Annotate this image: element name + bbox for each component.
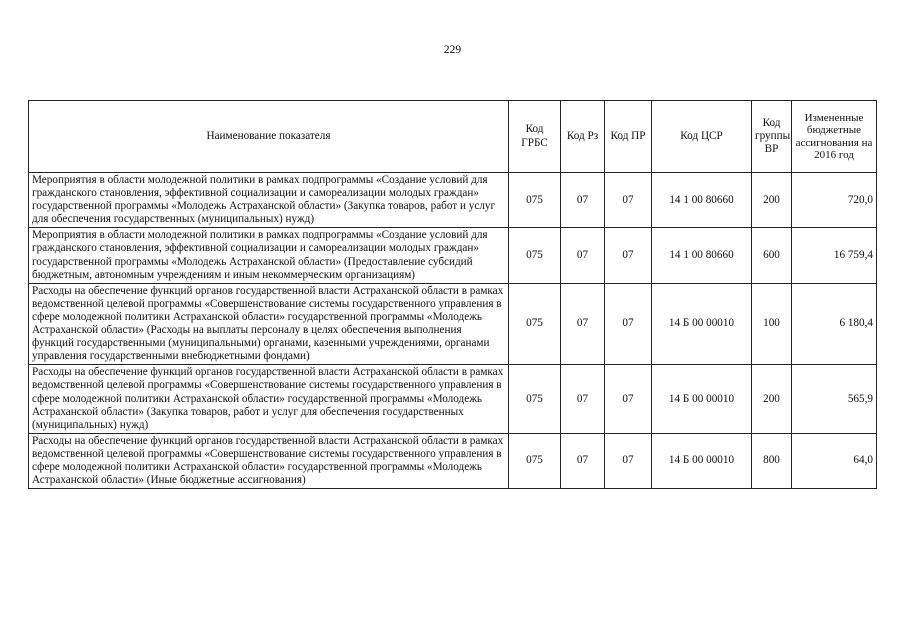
table-row <box>29 283 877 365</box>
row-vr: 800 <box>752 433 792 488</box>
table-header-row <box>29 101 877 173</box>
row-pr: 07 <box>605 365 652 433</box>
row-vr: 200 <box>752 173 792 228</box>
page-number: 229 <box>443 44 462 56</box>
header-rz: Код Рз <box>561 101 605 173</box>
table-row <box>29 173 877 228</box>
row-amount: 16 759,4 <box>792 228 877 283</box>
table-row <box>29 433 877 488</box>
row-amount: 720,0 <box>792 173 877 228</box>
row-name: Расходы на обеспечение функций органов государственной власти Астраханской области в рамках ведомственной целевой программы «Совершенствование системы государственного управления в сфере молодежной политики Астраханской области» государственной программы «Молодежь Астраханской области» (Закупка товаров, работ и услуг для обеспечения государственных (муниципальных) нужд) <box>29 365 509 433</box>
row-csr: 14 Б 00 00010 <box>652 283 752 365</box>
row-name: Расходы на обеспечение функций органов государственной власти Астраханской области в рамках ведомственной целевой программы «Совершенствование системы государственного управления в сфере молодежной политики Астраханской области» государственной программы «Молодежь Астраханской области» (Расходы на выплаты персоналу в целях обеспечения выполнения функций государственными (муниципальными) органами, казенными учреждениями, органами управления государственными внебюджетными фондами) <box>29 283 509 365</box>
row-name: Мероприятия в области молодежной политики в рамках подпрограммы «Создание условий для гражданского становления, эффективной социализации и самореализации молодых граждан» государственной программы «Молодежь Астраханской области» (Предоставление субсидий бюджетным, автономным учреждениям и иным некоммерческим организациям) <box>29 228 509 283</box>
row-grbs: 075 <box>509 173 561 228</box>
row-rz: 07 <box>561 173 605 228</box>
row-pr: 07 <box>605 228 652 283</box>
header-vr: Код группы ВР <box>752 101 792 173</box>
budget-table <box>28 100 877 489</box>
row-name: Мероприятия в области молодежной политики в рамках подпрограммы «Создание условий для гражданского становления, эффективной социализации и самореализации молодых граждан» государственной программы «Молодежь Астраханской области» (Закупка товаров, работ и услуг для обеспечения государственных (муниципальных) нужд) <box>29 173 509 228</box>
row-pr: 07 <box>605 173 652 228</box>
table-row <box>29 365 877 433</box>
row-grbs: 075 <box>509 228 561 283</box>
row-amount: 64,0 <box>792 433 877 488</box>
row-grbs: 075 <box>509 365 561 433</box>
header-amount: Измененные бюджетные ассигнования на 2016 год <box>792 101 877 173</box>
row-grbs: 075 <box>509 283 561 365</box>
row-rz: 07 <box>561 228 605 283</box>
row-csr: 14 1 00 80660 <box>652 228 752 283</box>
row-csr: 14 Б 00 00010 <box>652 433 752 488</box>
row-pr: 07 <box>605 433 652 488</box>
row-name: Расходы на обеспечение функций органов государственной власти Астраханской области в рамках ведомственной целевой программы «Совершенствование системы государственного управления в сфере молодежной политики Астраханской области» государственной программы «Молодежь Астраханской области» (Иные бюджетные ассигнования) <box>29 433 509 488</box>
row-vr: 600 <box>752 228 792 283</box>
row-csr: 14 Б 00 00010 <box>652 365 752 433</box>
row-vr: 200 <box>752 365 792 433</box>
header-grbs: Код ГРБС <box>509 101 561 173</box>
row-grbs: 075 <box>509 433 561 488</box>
row-pr: 07 <box>605 283 652 365</box>
row-csr: 14 1 00 80660 <box>652 173 752 228</box>
row-amount: 6 180,4 <box>792 283 877 365</box>
header-name: Наименование показателя <box>29 101 509 173</box>
header-csr: Код ЦСР <box>652 101 752 173</box>
row-rz: 07 <box>561 365 605 433</box>
row-vr: 100 <box>752 283 792 365</box>
row-rz: 07 <box>561 433 605 488</box>
row-rz: 07 <box>561 283 605 365</box>
header-pr: Код ПР <box>605 101 652 173</box>
table-row <box>29 228 877 283</box>
row-amount: 565,9 <box>792 365 877 433</box>
